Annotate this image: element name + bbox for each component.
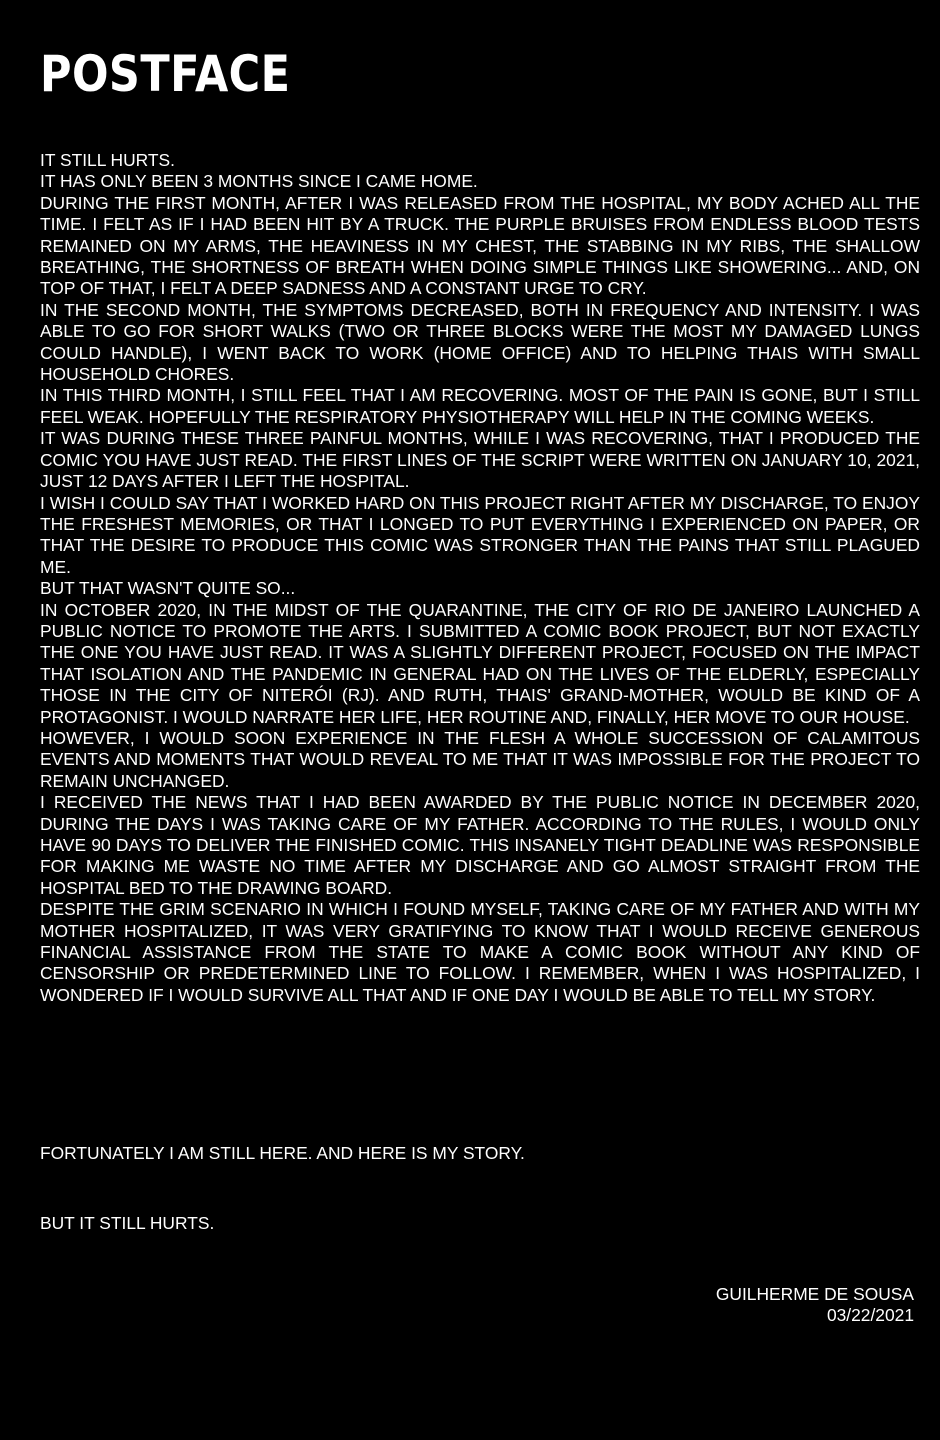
body-paragraph: IT STILL HURTS. xyxy=(40,150,175,170)
body-paragraph: DURING THE FIRST MONTH, AFTER I WAS RELEASED FROM THE HOSPITAL, MY BODY ACHED ALL THE TIME. I FELT AS IF I HAD BEEN HIT BY A TRUCK. THE PURPLE BRUISES FROM ENDLESS BLOOD TESTS REMAINED ON MY ARMS, THE HEAVINESS IN MY CHEST, THE STABBING IN MY RIBS, THE SHALLOW BREATHING, THE SHORTNESS OF BREATH WHEN DOING SIMPLE THINGS LIKE SHOWERING... AND, ON TOP OF THAT, I FELT A DEEP SADNESS AND A CONSTANT URGE TO CRY. xyxy=(40,192,920,299)
body-paragraph: IT WAS DURING THESE THREE PAINFUL MONTHS, WHILE I WAS RECOVERING, THAT I PRODUCED THE COMIC YOU HAVE JUST READ. THE FIRST LINES OF THE SCRIPT WERE WRITTEN ON JANUARY 10, 2021, JUST 12 DAYS AFTER I LEFT THE HOSPITAL. xyxy=(40,428,920,492)
body-paragraph: IN THIS THIRD MONTH, I STILL FEEL THAT I AM RECOVERING. MOST OF THE PAIN IS GONE, BUT I STILL FEEL WEAK. HOPEFULLY THE RESPIRATORY PHYSIOTHERAPY WILL HELP IN THE COMING WEEKS. xyxy=(40,385,920,427)
closing-line-still-hurts: BUT IT STILL HURTS. xyxy=(40,1213,215,1233)
body-paragraph: IT HAS ONLY BEEN 3 MONTHS SINCE I CAME HOME. xyxy=(40,171,478,192)
body-paragraph: HOWEVER, I WOULD SOON EXPERIENCE IN THE FLESH A WHOLE SUCCESSION OF CALAMITOUS EVENTS AND MOMENTS THAT WOULD REVEAL TO ME THAT IT WAS IMPOSSIBLE FOR THE PROJECT TO REMAIN UNCHANGED. xyxy=(40,727,920,791)
closing-line-fortunately: FORTUNATELY I AM STILL HERE. AND HERE IS MY STORY. xyxy=(40,1143,525,1163)
body-paragraph: BUT THAT WASN'T QUITE SO... xyxy=(40,578,296,599)
body-paragraph: IN OCTOBER 2020, IN THE MIDST OF THE QUARANTINE, THE CITY OF RIO DE JANEIRO LAUNCHED A PUBLIC NOTICE TO PROMOTE THE ARTS. I SUBMITTED A COMIC BOOK PROJECT, BUT NOT EXACTLY THE ONE YOU HAVE JUST READ. IT WAS A SLIGHTLY DIFFERENT PROJECT, FOCUSED ON THE IMPACT THAT ISOLATION AND THE PANDEMIC IN GENERAL HAD ON THE LIVES OF THE ELDERLY, ESPECIALLY THOSE IN THE CITY OF NITERÓI (RJ). AND RUTH, THAIS' GRAND-MOTHER, WOULD BE KIND OF A PROTAGONIST. I WOULD NARRATE HER LIFE, HER ROUTINE AND, FINALLY, HER MOVE TO OUR HOUSE. xyxy=(40,599,920,727)
author-name: GUILHERME DE SOUSA xyxy=(715,1284,914,1304)
body-paragraph: IN THE SECOND MONTH, THE SYMPTOMS DECREASED, BOTH IN FREQUENCY AND INTENSITY. I WAS ABLE TO GO FOR SHORT WALKS (TWO OR THREE BLOCKS WERE THE MOST MY DAMAGED LUNGS COULD HANDLE), I WENT BACK TO WORK (HOME OFFICE) AND TO HELPING THAIS WITH SMALL HOUSEHOLD CHORES. xyxy=(40,299,920,385)
body-paragraph: I WISH I COULD SAY THAT I WORKED HARD ON THIS PROJECT RIGHT AFTER MY DISCHARGE, TO ENJOY THE FRESHEST MEMORIES, OR THAT I LONGED TO PUT EVERYTHING I EXPERIENCED ON PAPER, OR THAT THE DESIRE TO PRODUCE THIS COMIC WAS STRONGER THAN THE PAINS THAT STILL PLAGUED ME. xyxy=(40,492,920,577)
body-paragraph: I RECEIVED THE NEWS THAT I HAD BEEN AWARDED BY THE PUBLIC NOTICE IN DECEMBER 2020, DURING THE DAYS I WAS TAKING CARE OF MY FATHER. ACCORDING TO THE RULES, I WOULD ONLY HAVE 90 DAYS TO DELIVER THE FINISHED COMIC. THIS INSANELY TIGHT DEADLINE WAS RESPONSIBLE FOR MAKING ME WASTE NO TIME AFTER MY DISCHARGE AND GO ALMOST STRAIGHT FROM THE HOSPITAL BED TO THE DRAWING BOARD. xyxy=(40,792,920,898)
signature-block xyxy=(716,1284,914,1327)
postface-body xyxy=(40,150,920,1006)
page-title: POSTFACE xyxy=(40,45,291,103)
signature-date: 03/22/2021 xyxy=(826,1305,914,1326)
body-paragraph: DESPITE THE GRIM SCENARIO IN WHICH I FOUND MYSELF, TAKING CARE OF MY FATHER AND WITH MY MOTHER HOSPITALIZED, IT WAS VERY GRATIFYING TO KNOW THAT I WOULD RECEIVE GENEROUS FINANCIAL ASSISTANCE FROM THE STATE TO MAKE A COMIC BOOK WITHOUT ANY KIND OF CENSORSHIP OR PREDETERMINED LINE TO FOLLOW. I REMEMBER, WHEN I WAS HOSPITALIZED, I WONDERED IF I WOULD SURVIVE ALL THAT AND IF ONE DAY I WOULD BE ABLE TO TELL MY STORY. xyxy=(40,899,920,1005)
